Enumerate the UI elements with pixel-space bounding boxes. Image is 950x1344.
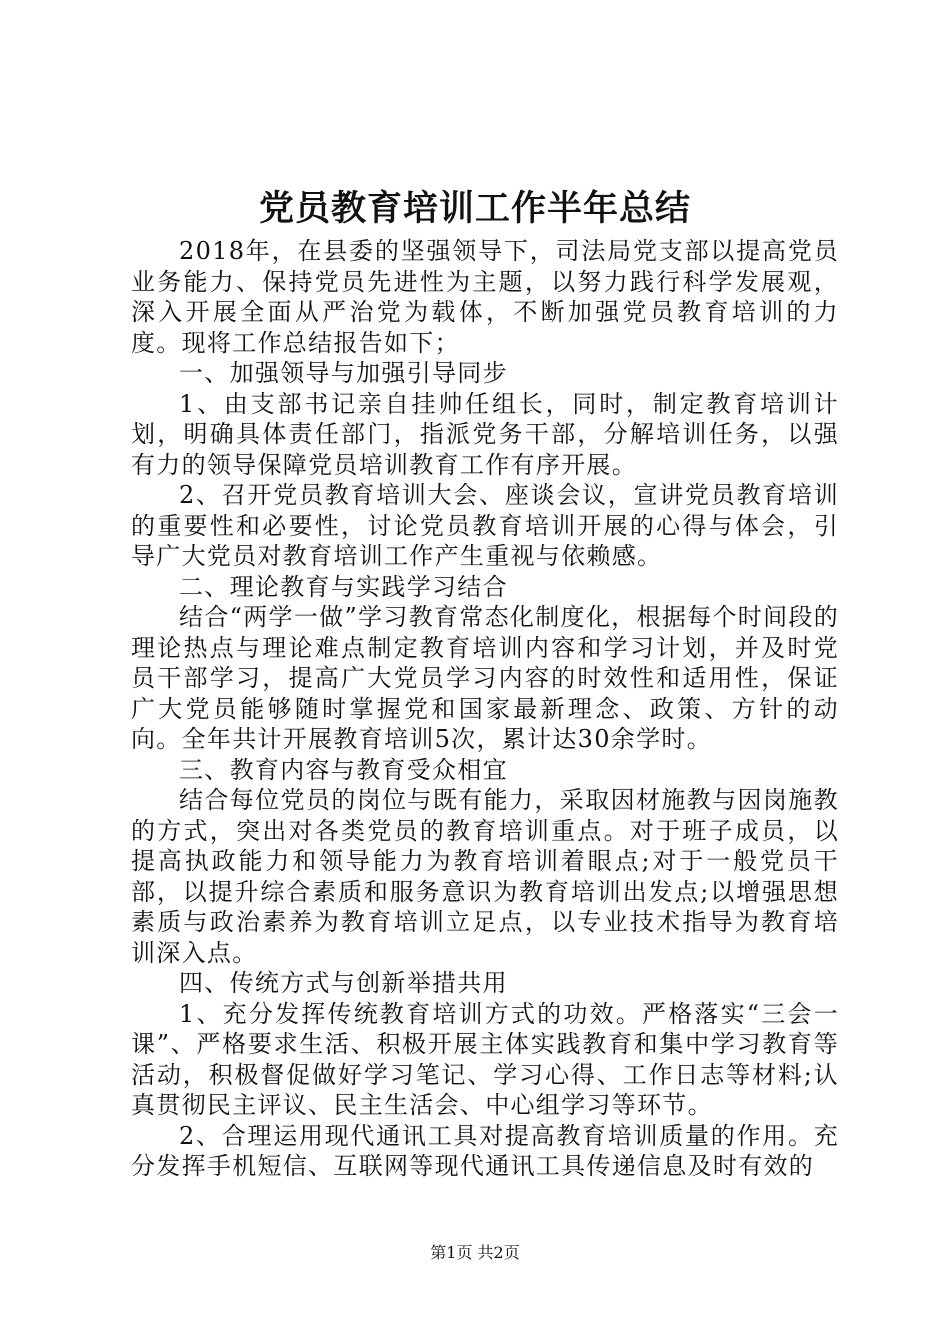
paragraph: 2、合理运用现代通讯工具对提高教育培训质量的作用。充分发挥手机短信、互联网等现代通讯工具传递信息及时有效的 (131, 1121, 839, 1180)
paragraph: 1、由支部书记亲自挂帅任组长，同时，制定教育培训计划，明确具体责任部门，指派党务干部，分解培训任务，以强有力的领导保障党员培训教育工作有序开展。 (131, 389, 839, 479)
paragraph: 结合“两学一做”学习教育常态化制度化，根据每个时间段的理论热点与理论难点制定教育培训内容和学习计划，并及时党员干部学习，提高广大党员学习内容的时效性和适用性，保证广大党员能够随时掌握党和国家最新理念、政策、方针的动向。全年共计开展教育培训5次，累计达30余学时。 (131, 603, 839, 753)
paragraph-intro: 2018年，在县委的坚强领导下，司法局党支部以提高党员业务能力、保持党员先进性为主题，以努力践行科学发展观，深入开展全面从严治党为载体，不断加强党员教育培训的力度。现将工作总结报告如下； (131, 237, 839, 357)
paragraph: 结合每位党员的岗位与既有能力，采取因材施教与因岗施教的方式，突出对各类党员的教育培训重点。对于班子成员，以提高执政能力和领导能力为教育培训着眼点;对于一般党员干部，以提升综合素质和服务意识为教育培训出发点;以增强思想素质与政治素养为教育培训立足点，以专业技术指导为教育培训深入点。 (131, 786, 839, 967)
section-heading-4: 四、传统方式与创新举措共用 (179, 969, 508, 997)
paragraph: 2、召开党员教育培训大会、座谈会议，宣讲党员教育培训的重要性和必要性，讨论党员教育培训开展的心得与体会，引导广大党员对教育培训工作产生重视与依赖感。 (131, 481, 839, 570)
section-heading-2: 二、理论教育与实践学习结合 (179, 572, 508, 601)
section-heading-3: 三、教育内容与教育受众相宜 (179, 755, 508, 784)
paragraph: 1、充分发挥传统教育培训方式的功效。严格落实“三会一课”、严格要求生活、积极开展主体实践教育和集中学习教育等活动，积极督促做好学习笔记、学习心得、工作日志等材料;认真贯彻民主评议、民主生活会、中心组学习等环节。 (131, 999, 839, 1119)
document-title: 党员教育培训工作半年总结 (258, 188, 691, 229)
page-number-footer: 第1页 共2页 (430, 1243, 520, 1262)
section-heading-1: 一、加强领导与加强引导同步 (179, 359, 508, 387)
document-body (131, 236, 839, 1182)
